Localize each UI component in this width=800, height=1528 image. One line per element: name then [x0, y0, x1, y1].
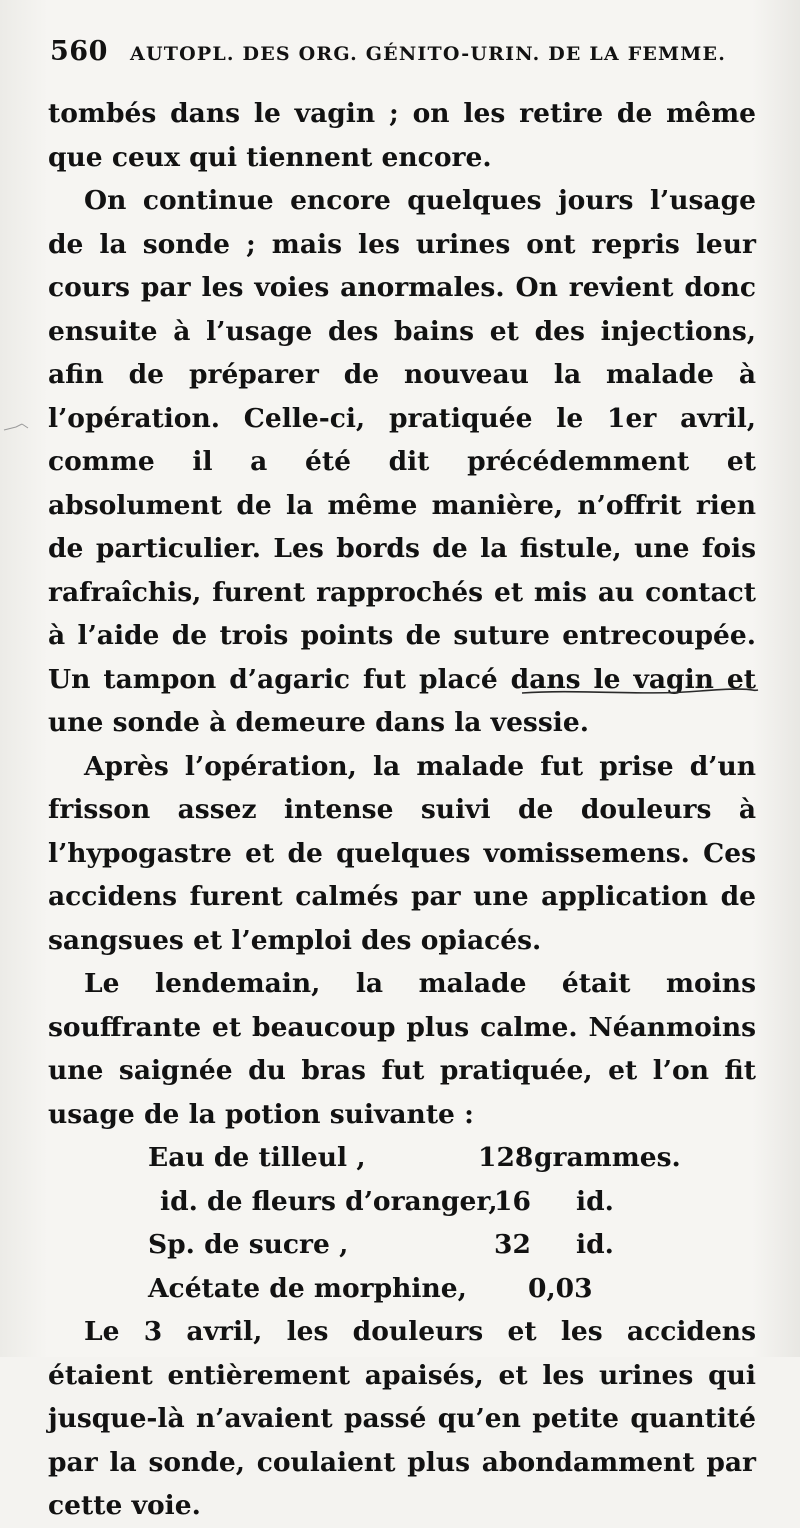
potion-ingredient: Sp. de sucre , [148, 1229, 349, 1260]
potion-quantity: 16 [494, 1185, 531, 1217]
potion-recipe [48, 1136, 756, 1310]
potion-unit: id. [576, 1229, 614, 1260]
potion-ingredient: id. de fleurs d’oranger, [160, 1185, 498, 1217]
paragraph-sonde: On continue encore quelques jours l’usage de la sonde ; mais les urines ont repris leur cours par les voies anormales. On revient donc ensuite à l’usage des bains et des injections, afin de préparer de nouveau la malade à l’opération. Celle-ci, pratiquée le 1er avril, comme il a été dit précédemment et absolument de la même manière, n’offrit rien de particulier. Les bords de la fistule, une fois rafraîchis, furent rapprochés et mis au contact à l’aide de trois points de suture entrecoupée. Un tampon d’agaric fut placé dans le vagin et une sonde à demeure dans la vessie. [48, 185, 756, 738]
body-text [48, 92, 756, 1528]
potion-unit: id. [576, 1185, 614, 1217]
paragraph-continuation: tombés dans le vagin ; on les retire de même que ceux qui tiennent encore. [48, 98, 756, 173]
paragraph-lendemain: Le lendemain, la malade était moins souffrante et beaucoup plus calme. Néanmoins une saignée du bras fut pratiquée, et l’on fit usage de la potion suivante : [48, 968, 756, 1130]
paragraph-trois-avril: Le 3 avril, les douleurs et les accidens étaient entièrement apaisés, et les urines qui jusque-là n’avaient passé qu’en petite quantité par la sonde, coulaient plus abondamment par cette voie. [48, 1316, 756, 1521]
margin-pencil-mark [2, 418, 42, 438]
pencil-underline-mark [520, 687, 760, 697]
potion-row [48, 1180, 756, 1224]
potion-row [48, 1136, 756, 1180]
potion-quantity: 0,03 [528, 1272, 593, 1304]
potion-row [48, 1223, 756, 1267]
potion-unit: grammes. [534, 1142, 681, 1173]
running-header [50, 36, 750, 72]
running-title: AUTOPL. DES ORG. GÉNITO-URIN. DE LA FEMME. [130, 43, 727, 65]
paragraph-apres-operation: Après l’opération, la malade fut prise d’un frisson assez intense suivi de douleurs à l’hypogastre et de quelques vomissemens. Ces accidens furent calmés par une application de sangsues et l’emploi des opiacés. [48, 750, 756, 956]
potion-ingredient: Eau de tilleul , [148, 1142, 366, 1173]
potion-quantity: 32 [494, 1229, 531, 1260]
potion-ingredient: Acétate de morphine, [148, 1272, 467, 1304]
potion-quantity: 128 [478, 1142, 534, 1173]
page-number: 560 [50, 36, 108, 67]
potion-row [48, 1267, 756, 1311]
